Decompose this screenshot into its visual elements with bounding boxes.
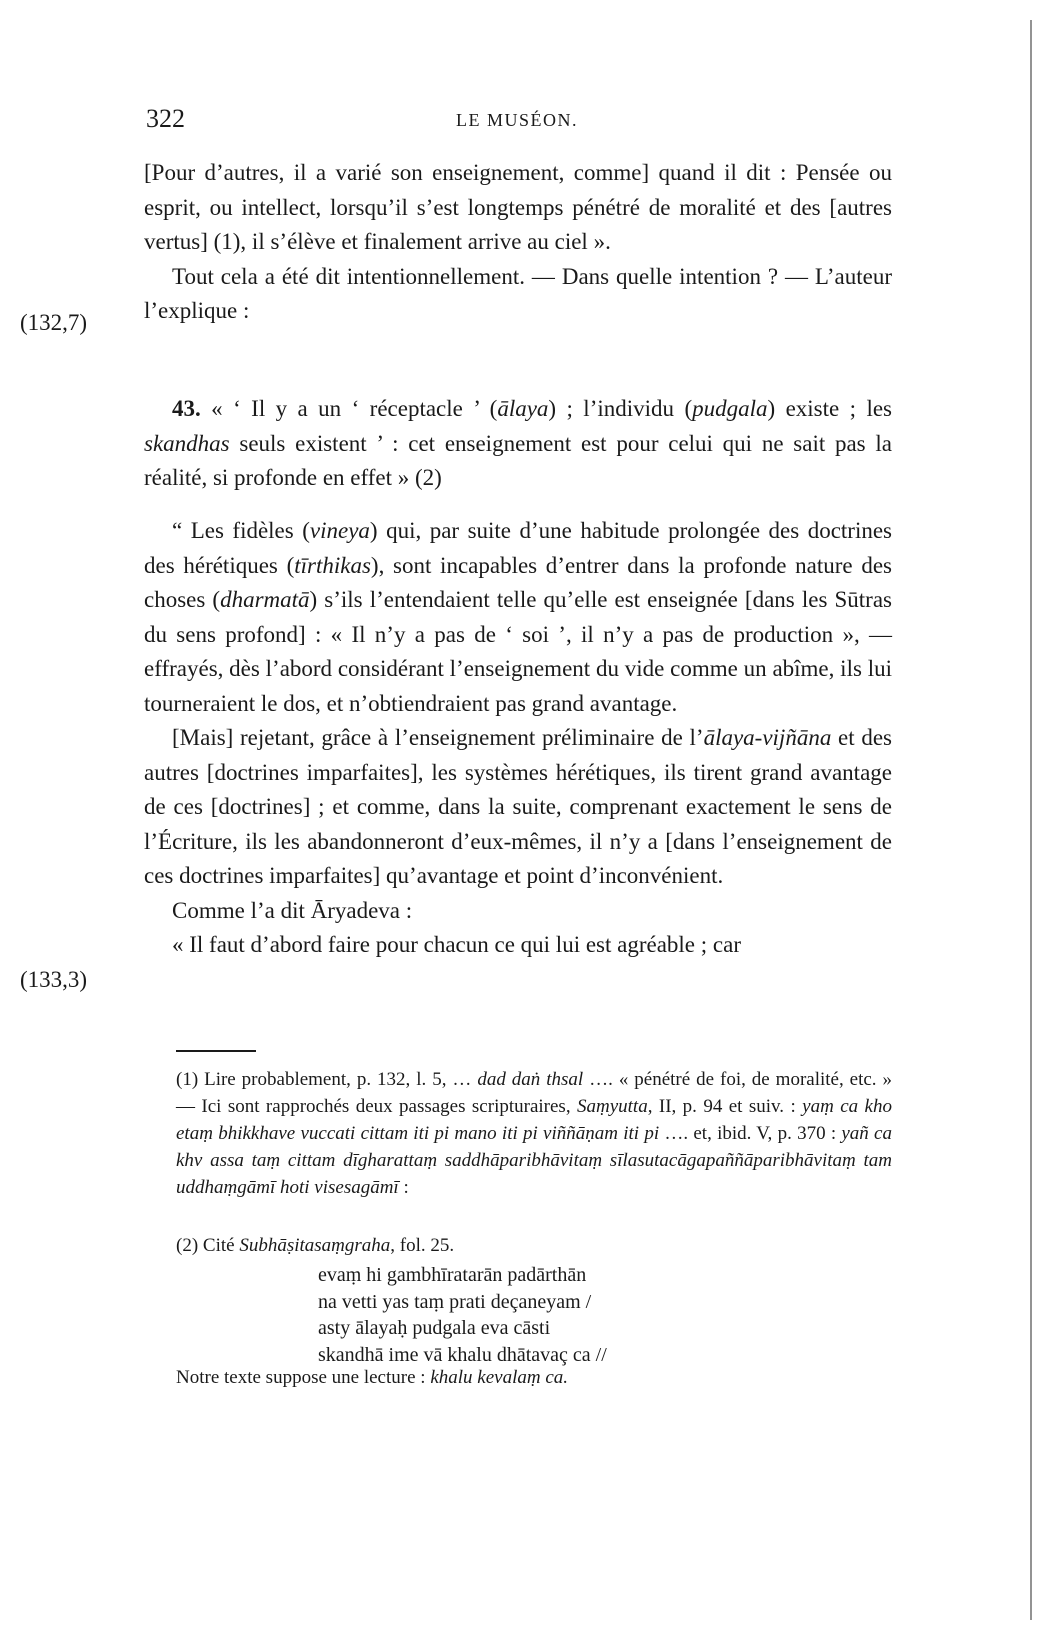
footnote-2: [176, 1232, 892, 1259]
footnote-text: (1) Lire probablement, p. 132, l. 5, … dad daṅ thsal …. « pénétré de foi, de moralité, etc. » — Ici sont rapprochés deux passages scripturaires, Saṃyutta, II, p. 94 et suiv. : yaṃ ca kho etaṃ bhikkhave vuccati cittam iti pi mano iti pi viññāṇam iti pi …. et, ibid. V, p. 370 : yañ ca khv assa taṃ cittam dīgharattaṃ saddhāparibhāvitaṃ sīlasutacāgapaññāparibhāvitaṃ tam uddhaṃgāmī hoti visesagāmī :: [176, 1069, 893, 1198]
footnote-text: Notre texte suppose une lecture : khalu kevalaṃ ca.: [176, 1367, 569, 1388]
running-title: LE MUSÉON.: [456, 110, 578, 130]
footnote-separator: [176, 1050, 256, 1052]
para-text: « Il faut d’abord faire pour chacun ce qui lui est agréable ; car: [172, 932, 741, 957]
verse-line: evaṃ hi gambhīratarān padārthān: [318, 1264, 587, 1286]
paragraph-intro: [144, 156, 892, 329]
margin-reference-2: (133,3): [20, 967, 88, 992]
verse-43: [144, 392, 892, 496]
footnote-2-close: [176, 1364, 892, 1391]
page-edge-line: [1030, 20, 1032, 1620]
sanskrit-verse: [318, 1262, 607, 1368]
commentary: [144, 514, 892, 963]
verse-line: asty ālayaḥ pudgala eva cāsti: [318, 1317, 551, 1339]
footnote-text: (2) Cité Subhāṣitasaṃgraha, fol. 25.: [176, 1235, 455, 1256]
verse-line: skandhā ime vā khalu dhātavaç ca //: [318, 1343, 607, 1366]
para-text: Comme l’a dit Āryadeva :: [172, 897, 413, 923]
para-text: [Mais] rejetant, grâce à l’enseignement préliminaire de l’ālaya-vijñāna et des autres [doctrines imparfaites], les systèmes hérétiques, ils tirent grand avantage de ces [doctrines] ; et comme, dans la suite, comprenant exactement le sens de l’Écriture, ils les abandonneront d’eux-mêmes, il n’y a [dans l’enseignement de ces doctrines imparfaites] qu’avantage et point d’inconvénient.: [144, 725, 892, 888]
para-text: “ Les fidèles (vineya) qui, par suite d’une habitude prolongée des doctrines des hérétiques (tīrthikas), sont incapables d’entrer dans la profonde nature des choses (dharmatā) s’ils l’entendaient telle qu’elle est enseignée [dans les Sūtras du sens profond] : « Il n’y a pas de ‘ soi ’, il n’y a pas de production », — effrayés, dès l’abord considérant l’enseignement du vide comme un abîme, ils lui tourneraient le dos, et n’obtiendraient pas grand avantage.: [144, 518, 892, 716]
verse-number: 43.: [172, 396, 201, 421]
verse-line: na vetti yas taṃ prati deçaneyam /: [318, 1290, 592, 1313]
page-number: 322: [146, 104, 185, 133]
para-text: Tout cela a été dit intentionnellement. — Dans quelle intention ? — L’auteur l’explique :: [144, 263, 892, 323]
margin-reference-1: (132,7): [20, 310, 88, 335]
footnote-1: [176, 1066, 892, 1201]
verse-43-text: 43. « ‘ Il y a un ‘ réceptacle ’ (ālaya) ; l’individu (pudgala) existe ; les skandhas seuls existent ’ : cet enseignement est pour celui qui ne sait pas la réalité, si profonde en effet » (2): [144, 396, 892, 490]
para-text: [Pour d’autres, il a varié son enseignement, comme] quand il dit : Pensée ou esprit, ou intellect, lorsqu’il s’est longtemps pénétré de moralité et des [autres vertus] (1), il s’élève et finalement arrive au ciel ».: [144, 160, 892, 254]
